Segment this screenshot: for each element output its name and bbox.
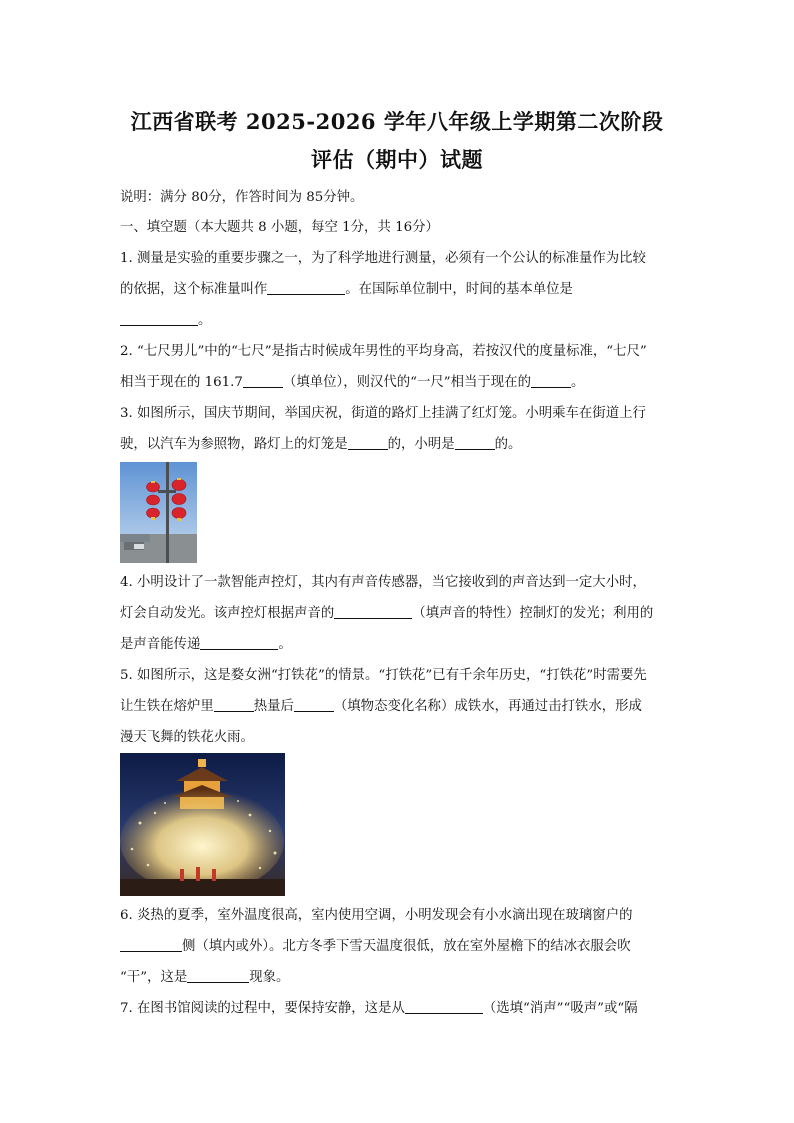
q7-text-b: （选填“消声”“吸声”或“隔 bbox=[482, 1001, 638, 1016]
q5-text-c: （填物态变化名称）成铁水，再通过击打铁水，形成 bbox=[333, 699, 642, 714]
answer-blank[interactable] bbox=[531, 373, 571, 388]
answer-blank[interactable] bbox=[348, 435, 388, 450]
q4-line-1: 4. 小明设计了一款智能声控灯，其内有声音传感器，当它接收到的声音达到一定大小时， bbox=[120, 575, 646, 590]
q4-text-c: 是声音能传递 bbox=[120, 637, 201, 652]
q2-line-1: 2. “七尺男儿”中的“七尺”是指古时候成年男性的平均身高，若按汉代的度量标准，“七尺” bbox=[120, 344, 647, 359]
q5-line-1: 5. 如图所示，这是婺女洲“打铁花”的情景。“打铁花”已有千余年历史，“打铁花”时需要先 bbox=[120, 668, 647, 683]
q6-line-2 bbox=[120, 937, 631, 957]
q6-text-c: 现象。 bbox=[249, 970, 290, 985]
q6-text-b: “干”，这是 bbox=[120, 970, 188, 985]
q1-text-b: 。在国际单位制中，时间的基本单位是 bbox=[345, 282, 573, 297]
q4-line-2 bbox=[120, 604, 653, 624]
q1-line-1: 1. 测量是实验的重要步骤之一，为了科学地进行测量，必须有一个公认的标准量作为比较 bbox=[120, 251, 646, 266]
q5-line-2 bbox=[120, 697, 642, 717]
q3-line-2 bbox=[120, 435, 521, 455]
q3-text-b: 的，小明是 bbox=[387, 437, 455, 452]
q7-line-1 bbox=[120, 999, 638, 1019]
answer-blank[interactable] bbox=[334, 604, 412, 619]
q3-text-a: 驶，以汽车为参照物，路灯上的灯笼是 bbox=[120, 437, 348, 452]
q2-line-2 bbox=[120, 373, 584, 393]
exam-title-line-1: 江西省联考 2025-2026 学年八年级上学期第二次阶段 bbox=[130, 109, 664, 134]
section-title: 一、填空题（本大题共 8 小题，每空 1分，共 16分） bbox=[120, 220, 439, 235]
q3-line-1: 3. 如图所示，国庆节期间，举国庆祝，街道的路灯上挂满了红灯笼。小明乘车在街道上行 bbox=[120, 406, 646, 421]
q2-text-a: 相当于现在的 161.7 bbox=[120, 375, 243, 390]
q1-line-3 bbox=[120, 311, 211, 331]
q5-text-b: 热量后 bbox=[253, 699, 294, 714]
q1-text-a: 的依据，这个标准量叫作 bbox=[120, 282, 268, 297]
answer-blank[interactable] bbox=[294, 697, 334, 712]
q6-text-a: 侧（填内或外）。北方冬季下雪天温度很低，放在室外屋檐下的结冰衣服会吹 bbox=[182, 939, 631, 954]
q6-line-1: 6. 炎热的夏季，室外温度很高，室内使用空调，小明发现会有小水滴出现在玻璃窗户的 bbox=[120, 908, 633, 923]
q1-line-2 bbox=[120, 280, 573, 300]
q7-text-a: 7. 在图书馆阅读的过程中，要保持安静，这是从 bbox=[120, 1001, 405, 1016]
answer-blank[interactable] bbox=[187, 968, 249, 983]
q5-line-3: 漫天飞舞的铁花火雨。 bbox=[120, 730, 254, 745]
iron-flower-photo bbox=[120, 753, 285, 896]
q2-text-b: （填单位），则汉代的“一尺”相当于现在的 bbox=[282, 375, 531, 390]
q1-text-c: 。 bbox=[198, 313, 212, 328]
exam-title-line-2: 评估（期中）试题 bbox=[311, 147, 483, 172]
answer-blank[interactable] bbox=[243, 373, 283, 388]
q6-line-3 bbox=[120, 968, 289, 988]
answer-blank[interactable] bbox=[200, 635, 278, 650]
q3-text-c: 的。 bbox=[494, 437, 522, 452]
answer-blank[interactable] bbox=[214, 697, 254, 712]
answer-blank[interactable] bbox=[455, 435, 495, 450]
answer-blank[interactable] bbox=[267, 280, 345, 295]
q2-text-c: 。 bbox=[570, 375, 585, 390]
answer-blank[interactable] bbox=[120, 311, 198, 326]
q4-text-b: （填声音的特性）控制灯的发光；利用的 bbox=[412, 606, 654, 621]
q4-text-d: 。 bbox=[278, 637, 292, 652]
q4-line-3 bbox=[120, 635, 292, 655]
instructions: 说明：满分 80分，作答时间为 85分钟。 bbox=[120, 190, 364, 205]
answer-blank[interactable] bbox=[405, 999, 483, 1014]
lantern-street-photo bbox=[120, 462, 197, 563]
q4-text-a: 灯会自动发光。该声控灯根据声音的 bbox=[120, 606, 335, 621]
q5-text-a: 让生铁在熔炉里 bbox=[120, 699, 214, 714]
answer-blank[interactable] bbox=[120, 937, 182, 952]
